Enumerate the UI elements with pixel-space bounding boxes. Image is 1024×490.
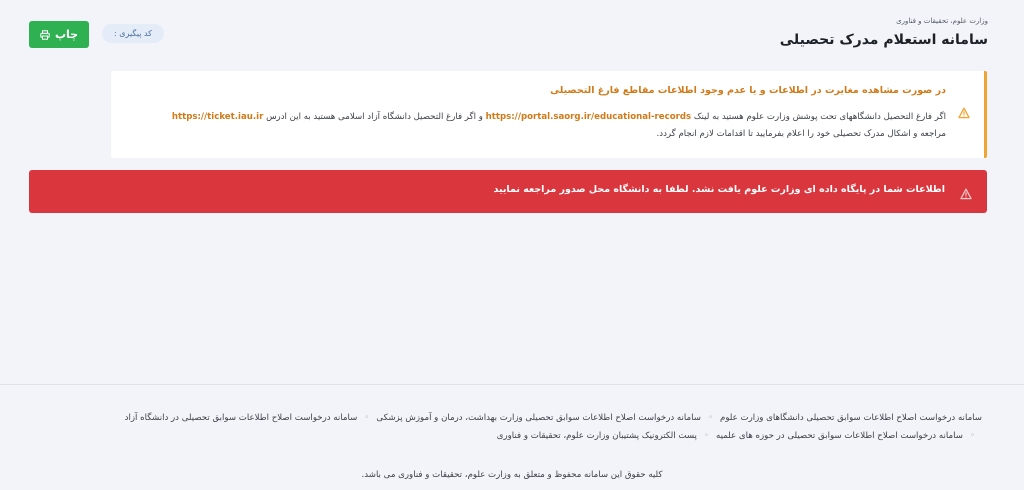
error-message: اطلاعات شما در پایگاه داده ای وزارت علوم یافت نشد. لطفا به دانشگاه محل صدور مراجعه نمایید bbox=[493, 184, 945, 195]
footer-link-azad-records[interactable]: سامانه درخواست اصلاح اطلاعات سوابق تحصیلی در دانشگاه آزاد bbox=[124, 413, 358, 423]
ministry-name: وزارت علوم، تحقیقات و فناوری bbox=[896, 17, 988, 25]
page-header bbox=[0, 0, 1024, 60]
footer-separator: ◦ bbox=[703, 431, 709, 441]
footer-link-health-records[interactable]: سامانه درخواست اصلاح اطلاعات سوابق تحصیلی وزارت بهداشت، درمان و آموزش پزشکی bbox=[376, 413, 701, 423]
footer-link-seminary-records[interactable]: سامانه درخواست اصلاح اطلاعات سوابق تحصیلی در حوزه های علمیه bbox=[716, 431, 963, 441]
page-footer bbox=[0, 384, 1024, 490]
print-label: چاپ bbox=[54, 28, 79, 41]
warning-title: در صورت مشاهده مغایرت در اطلاعات و یا عدم وجود اطلاعات مقاطع فارغ التحصیلی bbox=[550, 85, 946, 96]
footer-link-support-email[interactable]: پست الکترونیک پشتیبان وزارت علوم، تحقیقات و فناوری bbox=[496, 431, 697, 441]
footer-separator: ◦ bbox=[707, 413, 714, 423]
copyright-text: کلیه حقوق این سامانه محفوظ و متعلق به وزارت علوم، تحقیقات و فناوری می باشد. bbox=[361, 470, 663, 480]
tracking-code-badge: کد پیگیری : bbox=[102, 24, 164, 43]
warning-body-text: مراجعه و اشکال مدرک تحصیلی خود را اعلام بفرمایید تا اقدامات لازم انجام گردد. bbox=[656, 129, 946, 139]
warning-triangle-icon bbox=[960, 185, 972, 197]
footer-links bbox=[32, 409, 982, 445]
footer-separator: ◦ bbox=[969, 431, 975, 441]
print-button[interactable] bbox=[29, 21, 89, 48]
warning-body bbox=[120, 109, 946, 143]
page-title: سامانه استعلام مدرک تحصیلی bbox=[779, 32, 988, 48]
iau-ticket-link[interactable]: https://ticket.iau.ir bbox=[171, 112, 264, 122]
printer-icon bbox=[40, 30, 50, 40]
footer-link-msrt-records[interactable]: سامانه درخواست اصلاح اطلاعات سوابق تحصیلی دانشگاهای وزارت علوم bbox=[720, 413, 982, 423]
error-alert bbox=[29, 170, 987, 213]
warning-triangle-icon bbox=[958, 104, 970, 116]
warning-body-text: اگر فارغ التحصیل دانشگاههای تحت پوشش وزارت علوم هستید به لینک bbox=[693, 112, 946, 122]
saorg-link[interactable]: https://portal.saorg.ir/educational-records bbox=[485, 112, 692, 122]
warning-body-text: و اگر فارغ التحصیل دانشگاه آزاد اسلامی هستید به این ادرس bbox=[266, 112, 483, 122]
footer-separator: ◦ bbox=[364, 413, 370, 423]
mismatch-warning-card bbox=[111, 71, 987, 158]
